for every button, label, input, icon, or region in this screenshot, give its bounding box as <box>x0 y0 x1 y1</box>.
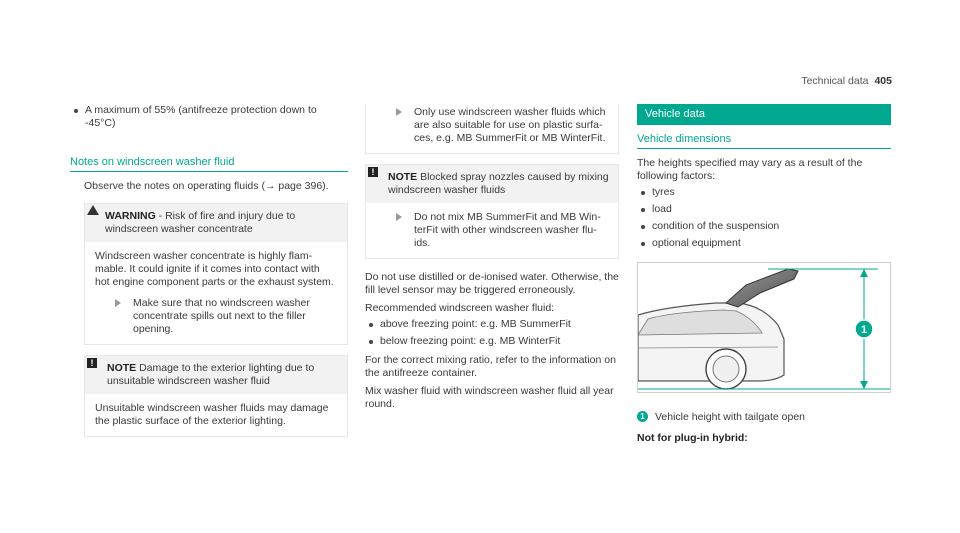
hub-shape <box>713 356 739 382</box>
warning-label: WARNING <box>105 210 156 222</box>
warning-icon <box>87 205 99 215</box>
list-item: optional equipment <box>637 237 891 250</box>
arrow-right-icon <box>396 213 402 221</box>
section-title: Vehicle dimensions <box>637 133 891 149</box>
note-title: Blocked spray nozzles caused by mixing windscreen washer fluids <box>388 171 609 196</box>
column-left <box>70 104 348 437</box>
tailgate-shape <box>726 269 798 307</box>
note-box <box>365 164 619 259</box>
car-tailgate-illustration <box>638 263 890 392</box>
callout-number: 1 <box>860 324 868 336</box>
column-right <box>637 104 891 445</box>
vehicle-height-figure <box>637 262 891 393</box>
list-item: below freezing point: e.g. MB WinterFit <box>365 335 619 348</box>
section-name: Technical data <box>801 75 869 87</box>
exclamation-icon: ! <box>368 167 378 177</box>
warning-title: - Risk of fire and injury due to windscreen washer concentrate <box>105 210 296 235</box>
exclamation-icon: ! <box>87 358 97 368</box>
paragraph: Mix washer fluid with windscreen washer fluid all year round. <box>365 385 614 410</box>
list-item: above freezing point: e.g. MB SummerFit <box>365 318 619 331</box>
chapter-bar: Vehicle data <box>637 104 891 125</box>
list-item: condition of the suspension <box>637 220 891 233</box>
paragraph: For the correct mixing ratio, refer to the information on the antifreeze container. <box>365 354 616 379</box>
intro-text: Observe the notes on operating fluids (→ page 396). <box>84 180 329 192</box>
arrow-right-icon <box>115 299 121 307</box>
list-item: load <box>637 203 891 216</box>
note-header <box>366 165 618 203</box>
note-label: NOTE <box>107 362 137 374</box>
step-text: Make sure that no windscreen washer concentrate spills out next to the filler opening. <box>133 297 310 335</box>
step-text: Only use windscreen washer fluids which are also suitable for use on plastic surfaces, e.g. MB SummerFit or MB WinterFit. <box>414 106 606 144</box>
step-text: Do not mix MB SummerFit and MB WinterFit with other windscreen washer fluids. <box>414 211 601 249</box>
arrow-up-icon <box>860 269 868 277</box>
note-continued-box <box>365 104 619 154</box>
page-header <box>801 75 892 88</box>
note-step <box>396 106 608 145</box>
arrow-down-icon <box>860 381 868 389</box>
paragraph: Recommended windscreen washer fluid: <box>365 302 555 314</box>
note-step <box>396 211 608 250</box>
note-body: Unsuitable windscreen washer fluids may damage the plastic surface of the exterior lighting. <box>95 402 329 427</box>
column-middle <box>365 104 619 411</box>
caption-text: Vehicle height with tailgate open <box>655 411 806 423</box>
warning-body: Windscreen washer concentrate is highly flammable. It could ignite if it comes into contact with hot engine component parts or the exhaust system. <box>95 250 334 288</box>
list-item: tyres <box>637 186 891 199</box>
arrow-right-icon <box>396 108 402 116</box>
list-item: A maximum of 55% (antifreeze protection down to -45°C) <box>70 104 348 130</box>
warning-header <box>85 204 347 242</box>
figure-caption <box>637 411 891 424</box>
warning-step <box>115 297 337 336</box>
note-header <box>85 356 347 394</box>
section-title: Notes on windscreen washer fluid <box>70 156 348 172</box>
page-number: 405 <box>874 75 892 87</box>
note-title: Damage to the exterior lighting due to unsuitable windscreen washer fluid <box>107 362 315 387</box>
note-box <box>84 355 348 437</box>
subheading: Not for plug-in hybrid: <box>637 432 748 444</box>
warning-box <box>84 203 348 345</box>
caption-number: 1 <box>637 411 648 422</box>
note-label: NOTE <box>388 171 418 183</box>
paragraph: Do not use distilled or de-ionised water. Otherwise, the fill level sensor may be triggered erroneously. <box>365 271 619 296</box>
intro-text: The heights specified may vary as a result of the following factors: <box>637 157 863 182</box>
